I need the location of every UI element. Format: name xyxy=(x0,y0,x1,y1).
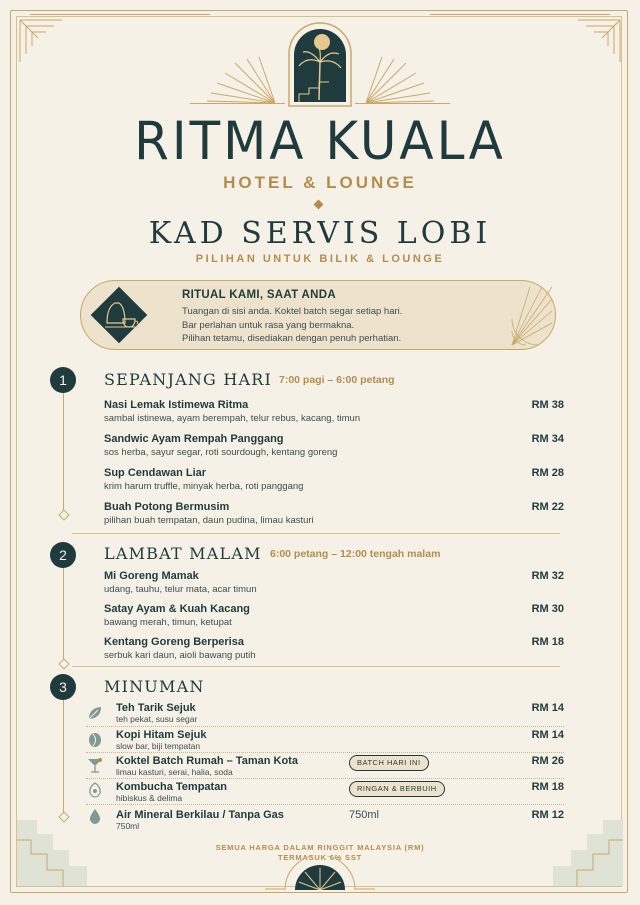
menu-item-desc: serbuk kari daun, aioli bawang putih xyxy=(104,650,256,661)
timeline-line xyxy=(63,392,64,514)
menu-item-name: Sandwic Ayam Rempah Panggang xyxy=(104,433,284,445)
brand-subtitle: HOTEL & LOUNGE xyxy=(223,173,417,192)
section-title: SEPANJANG HARI xyxy=(104,370,273,389)
ritual-title: RITUAL KAMI, SAAT ANDA xyxy=(182,289,336,301)
menu-item-desc: sos herba, sayur segar, roti sourdough, kentang goreng xyxy=(104,447,338,458)
section-title: MINUMAN xyxy=(104,677,205,696)
drink-price: RM 14 xyxy=(531,729,564,741)
corner-ornament-top-right xyxy=(576,18,622,64)
palm-arch-logo xyxy=(285,22,355,108)
menu-item-price: RM 28 xyxy=(531,467,564,479)
drink-price: RM 14 xyxy=(531,702,564,714)
row-divider xyxy=(86,804,564,805)
section-title: LAMBAT MALAM xyxy=(104,544,262,563)
menu-item-name: Buah Potong Bermusim xyxy=(104,501,230,513)
drink-name: Kopi Hitam Sejuk xyxy=(116,729,207,741)
corner-steps-right-icon xyxy=(543,820,623,886)
sun-rays-left-icon xyxy=(195,55,275,105)
corner-steps-left-icon xyxy=(17,820,97,886)
brand-name: RITMA KUALA xyxy=(134,110,506,172)
section-divider xyxy=(72,666,560,667)
menu-item-name: Mi Goreng Mamak xyxy=(104,570,199,582)
hibiscus-icon xyxy=(86,781,104,799)
row-divider xyxy=(86,752,564,753)
section-number: 3 xyxy=(50,674,76,700)
menu-item-desc: krim harum truffle, minyak herba, roti panggang xyxy=(104,481,304,492)
section-divider xyxy=(72,533,560,534)
menu-item-name: Sup Cendawan Liar xyxy=(104,467,207,479)
ritual-line: Pilihan tetamu, disediakan dengan penuh perhatian. xyxy=(182,333,402,344)
page-subtitle: PILIHAN UNTUK BILIK & LOUNGE xyxy=(195,253,445,265)
leaf-icon xyxy=(86,704,104,722)
menu-item-price: RM 32 xyxy=(531,570,564,582)
drink-price: RM 12 xyxy=(531,809,564,821)
menu-item-price: RM 30 xyxy=(531,603,564,615)
top-rule-right xyxy=(430,14,610,15)
ritual-line: Bar perlahan untuk rasa yang bermakna. xyxy=(182,320,355,331)
drink-size: 750ml xyxy=(349,809,379,821)
row-divider xyxy=(86,726,564,727)
corner-ornament-top-left xyxy=(18,18,64,64)
menu-item-price: RM 22 xyxy=(531,501,564,513)
drink-name: Koktel Batch Rumah – Taman Kota xyxy=(116,755,298,767)
ritual-line: Tuangan di sisi anda. Koktel batch segar setiap hari. xyxy=(182,306,403,317)
sun-rays-right-icon xyxy=(366,55,446,105)
row-divider xyxy=(86,778,564,779)
light-sparkling-badge: RINGAN & BERBUIH xyxy=(349,781,445,797)
menu-item-price: RM 34 xyxy=(531,433,564,445)
menu-item-desc: pilihan buah tempatan, daun pudina, limau kasturi xyxy=(104,515,314,526)
menu-item-name: Nasi Lemak Istimewa Ritma xyxy=(104,399,249,411)
sunburst-ornament-icon xyxy=(265,856,375,890)
drink-desc: hibiskus & delima xyxy=(116,793,183,803)
drink-name: Teh Tarik Sejuk xyxy=(116,702,196,714)
menu-item-price: RM 38 xyxy=(531,399,564,411)
section-hours: 7:00 pagi – 6:00 petang xyxy=(279,374,395,386)
menu-item-name: Kentang Goreng Berperisa xyxy=(104,636,244,648)
timeline-line xyxy=(63,699,64,819)
cocktail-icon xyxy=(86,756,104,774)
section-number: 1 xyxy=(50,367,76,393)
section-hours: 6:00 petang – 12:00 tengah malam xyxy=(270,548,441,560)
drink-name: Air Mineral Berkilau / Tanpa Gas xyxy=(116,809,284,821)
top-rule-left xyxy=(30,14,210,15)
coffee-service-icon xyxy=(85,281,153,349)
batch-today-badge: BATCH HARI INI xyxy=(349,755,429,771)
page-title: KAD SERVIS LOBI xyxy=(148,216,492,251)
timeline-line xyxy=(63,566,64,662)
drink-desc: slow bar, biji tempatan xyxy=(116,741,201,751)
drink-desc: teh pekat, susu segar xyxy=(116,714,198,724)
menu-item-desc: sambal istinewa, ayam berempah, telur rebus, kacang, timun xyxy=(104,413,361,424)
menu-item-desc: udang, tauhu, telur mata, acar timun xyxy=(104,584,257,595)
drink-desc: 750ml xyxy=(116,821,140,831)
drink-price: RM 18 xyxy=(531,781,564,793)
menu-item-desc: bawang merah, timun, ketupat xyxy=(104,617,232,628)
section-number: 2 xyxy=(50,542,76,568)
menu-item-name: Satay Ayam & Kuah Kacang xyxy=(104,603,250,615)
footer-currency-note: SEMUA HARGA DALAM RINGGIT MALAYSIA (RM) xyxy=(215,843,425,852)
drink-desc: limau kasturi, serai, halia, soda xyxy=(116,767,233,777)
drink-name: Kombucha Tempatan xyxy=(116,781,228,793)
coffee-bean-icon xyxy=(86,731,104,749)
fan-ornament-icon xyxy=(508,283,556,349)
menu-item-price: RM 18 xyxy=(531,636,564,648)
footer-tax-note: TERMASUK 6% SST xyxy=(277,853,363,862)
drink-price: RM 26 xyxy=(531,755,564,767)
